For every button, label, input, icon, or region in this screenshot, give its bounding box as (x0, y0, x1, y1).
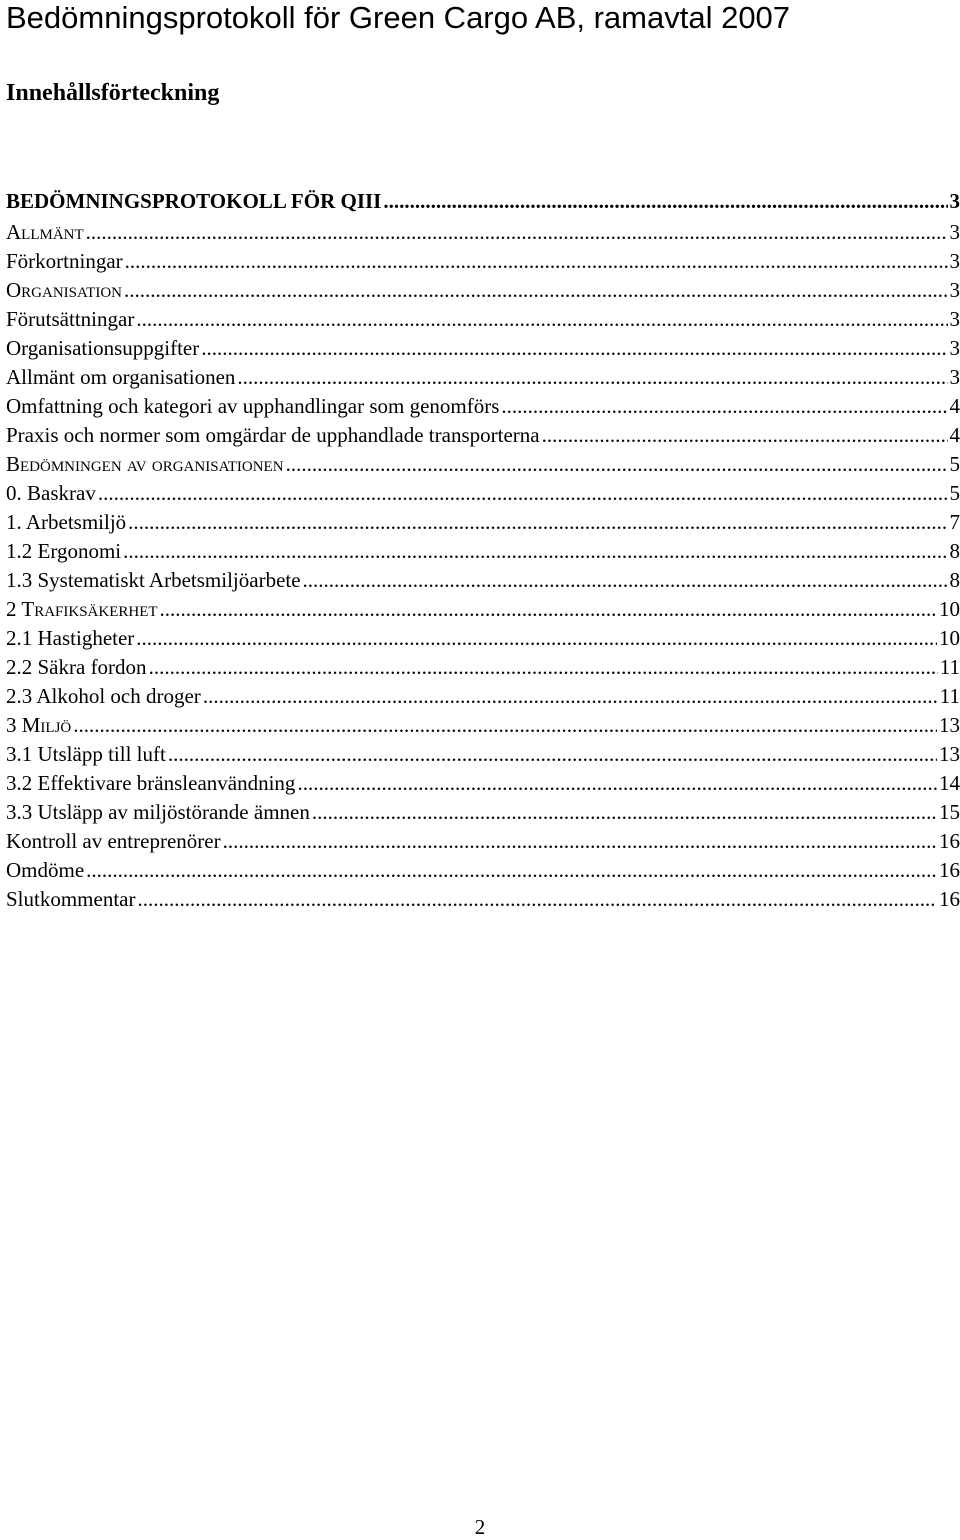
toc-entry[interactable] (6, 885, 960, 914)
toc-entry[interactable] (6, 334, 960, 363)
toc-entry-text: 0. Baskrav (6, 479, 96, 508)
dot-leader (86, 218, 948, 247)
toc-entry-page: 10 (939, 595, 960, 624)
toc-entry-text: BEDÖMNINGSPROTOKOLL FÖR QIII (6, 184, 381, 218)
toc-entry-page: 14 (939, 769, 960, 798)
dot-leader (98, 479, 948, 508)
toc-entry-text: Förkortningar (6, 247, 123, 276)
dot-leader (125, 247, 948, 276)
toc-entry[interactable] (6, 769, 960, 798)
toc-entry-text: Omdöme (6, 856, 84, 885)
toc-entry-text: 1. Arbetsmiljö (6, 508, 126, 537)
toc-entry-text: Förutsättningar (6, 305, 134, 334)
toc-entry[interactable] (6, 479, 960, 508)
toc-entry-page: 16 (939, 856, 960, 885)
toc-entry[interactable] (6, 537, 960, 566)
dot-leader (138, 885, 938, 914)
toc-entry-page: 4 (950, 421, 960, 450)
toc-entry-text: Allmänt om organisationen (6, 363, 235, 392)
toc-entry[interactable] (6, 508, 960, 537)
dot-leader (136, 305, 947, 334)
toc-entry[interactable] (6, 827, 960, 856)
toc-entry-text: Allmänt (6, 218, 84, 247)
dot-leader (136, 624, 937, 653)
dot-leader (124, 276, 948, 305)
toc-entry-page: 5 (950, 479, 960, 508)
toc-entry[interactable] (6, 184, 960, 218)
toc-entry-page: 8 (950, 566, 960, 595)
dot-leader (160, 595, 937, 624)
dot-leader (542, 421, 948, 450)
toc-entry-page: 13 (939, 711, 960, 740)
toc-entry-page: 11 (940, 682, 960, 711)
toc-entry-page: 3 (950, 276, 960, 305)
dot-leader (303, 566, 948, 595)
toc-entry[interactable] (6, 682, 960, 711)
toc-entry[interactable] (6, 653, 960, 682)
toc-entry-page: 3 (950, 305, 960, 334)
toc-entry[interactable] (6, 624, 960, 653)
toc-entry-page: 10 (939, 624, 960, 653)
toc-entry[interactable] (6, 276, 960, 305)
toc-entry-page: 16 (939, 885, 960, 914)
toc-entry[interactable] (6, 740, 960, 769)
toc-entry-page: 7 (950, 508, 960, 537)
dot-leader (312, 798, 937, 827)
toc-heading: Innehållsförteckning (6, 78, 219, 108)
toc-entry-text: 2.3 Alkohol och droger (6, 682, 201, 711)
toc-entry-page: 4 (950, 392, 960, 421)
toc-entry-text: 1.3 Systematiskt Arbetsmiljöarbete (6, 566, 301, 595)
toc-entry[interactable] (6, 363, 960, 392)
dot-leader (201, 334, 947, 363)
toc-entry-text: Bedömningen av organisationen (6, 450, 284, 479)
toc-entry-page: 15 (939, 798, 960, 827)
toc-entry[interactable] (6, 218, 960, 247)
toc-entry-page: 3 (950, 363, 960, 392)
dot-leader (383, 184, 947, 218)
toc-entry[interactable] (6, 566, 960, 595)
toc-entry-page: 8 (950, 537, 960, 566)
toc-entry-text: Organisation (6, 276, 122, 305)
toc-entry-text: 2.1 Hastigheter (6, 624, 134, 653)
toc-entry-text: 2.2 Säkra fordon (6, 653, 147, 682)
dot-leader (128, 508, 947, 537)
dot-leader (123, 537, 947, 566)
toc-entry-page: 3 (950, 184, 960, 218)
toc-entry[interactable] (6, 711, 960, 740)
toc-entry-page: 3 (950, 218, 960, 247)
dot-leader (73, 711, 937, 740)
toc-entry-page: 3 (950, 334, 960, 363)
toc-entry-page: 3 (950, 247, 960, 276)
dot-leader (168, 740, 937, 769)
toc-entry[interactable] (6, 450, 960, 479)
toc-entry[interactable] (6, 305, 960, 334)
dot-leader (501, 392, 947, 421)
dot-leader (203, 682, 938, 711)
toc-entry[interactable] (6, 392, 960, 421)
toc-entry-page: 13 (939, 740, 960, 769)
toc-entry-text: 3.3 Utsläpp av miljöstörande ämnen (6, 798, 310, 827)
toc-entry[interactable] (6, 421, 960, 450)
toc-entry-text: 3.2 Effektivare bränsleanvändning (6, 769, 295, 798)
toc-entry-text: Slutkommentar (6, 885, 136, 914)
dot-leader (237, 363, 947, 392)
page-number: 2 (0, 1514, 960, 1540)
toc-entry[interactable] (6, 247, 960, 276)
dot-leader (86, 856, 937, 885)
toc-entry-text: Praxis och normer som omgärdar de upphandlade transporterna (6, 421, 540, 450)
toc-entry[interactable] (6, 856, 960, 885)
toc-entry[interactable] (6, 595, 960, 624)
dot-leader (286, 450, 948, 479)
toc-entry-text: 1.2 Ergonomi (6, 537, 121, 566)
toc-entry-text: 2 Trafiksäkerhet (6, 595, 158, 624)
toc-entry-text: 3.1 Utsläpp till luft (6, 740, 166, 769)
toc-entry-page: 5 (950, 450, 960, 479)
toc-entry-text: Omfattning och kategori av upphandlingar som genomförs (6, 392, 499, 421)
table-of-contents (6, 184, 960, 914)
toc-entry-text: Organisationsuppgifter (6, 334, 199, 363)
dot-leader (149, 653, 938, 682)
toc-entry-text: Kontroll av entreprenörer (6, 827, 221, 856)
toc-entry-text: 3 Miljö (6, 711, 71, 740)
page-header-title: Bedömningsprotokoll för Green Cargo AB, ramavtal 2007 (6, 0, 956, 36)
dot-leader (223, 827, 937, 856)
toc-entry-page: 16 (939, 827, 960, 856)
toc-entry-page: 11 (940, 653, 960, 682)
toc-entry[interactable] (6, 798, 960, 827)
dot-leader (297, 769, 937, 798)
